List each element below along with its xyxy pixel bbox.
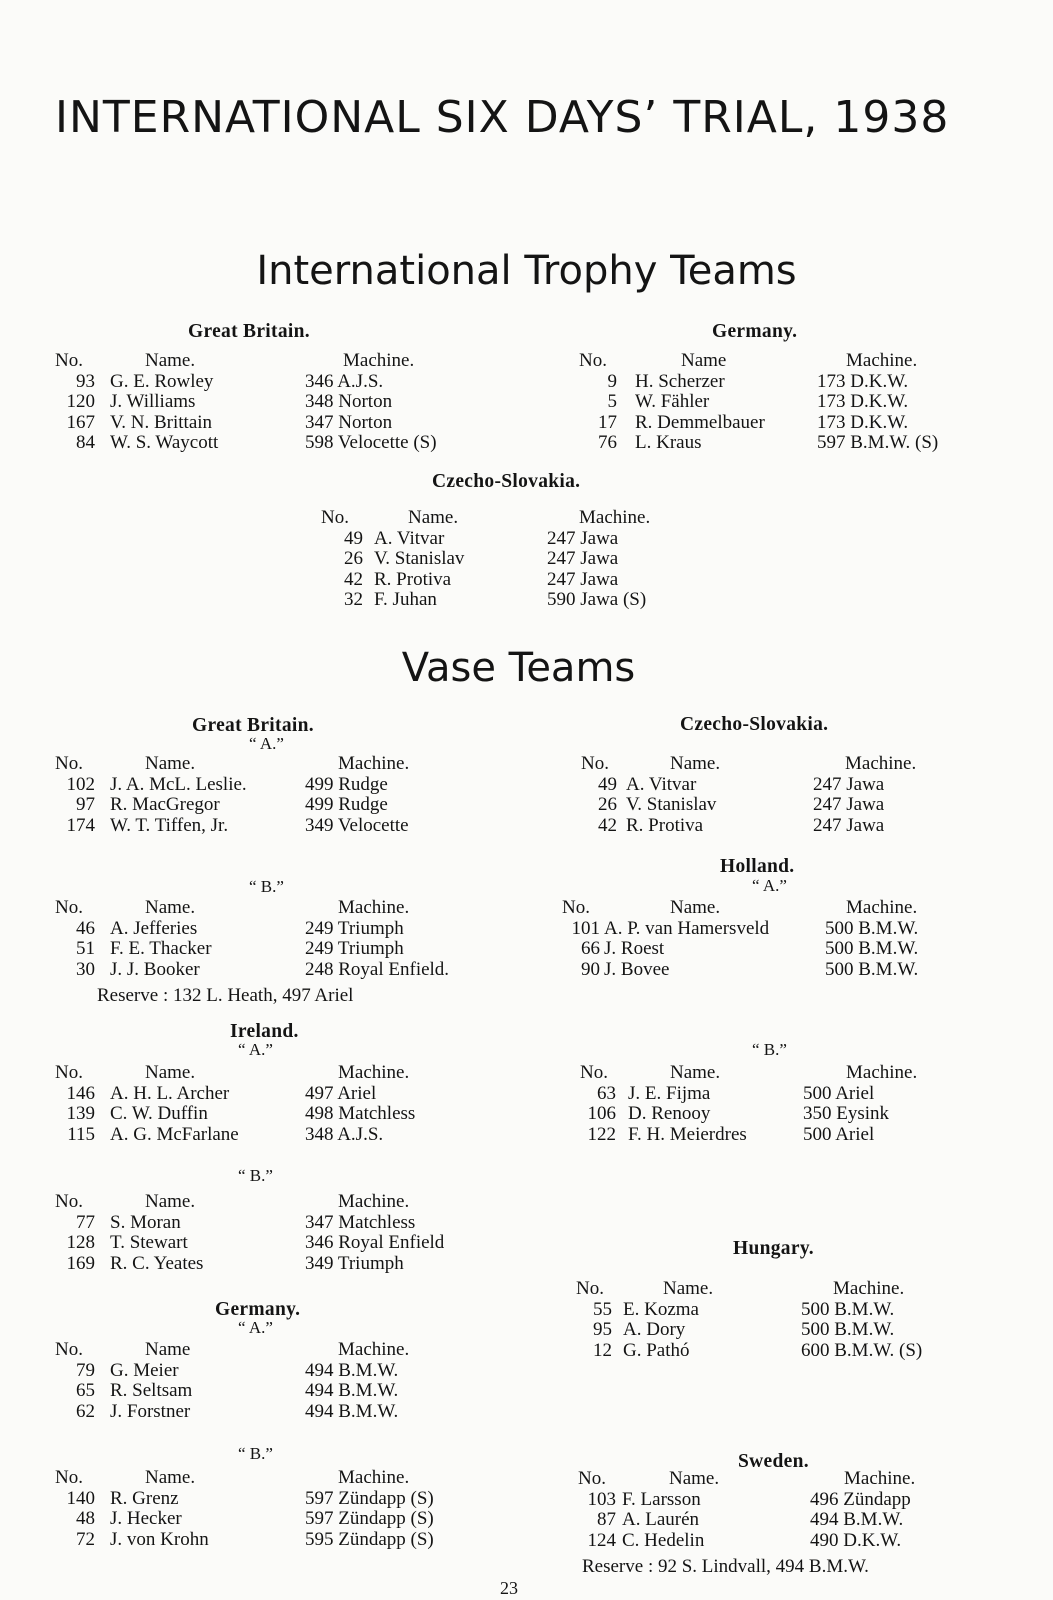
rider-number: 95 bbox=[593, 1319, 612, 1340]
rider-number: 30 bbox=[76, 958, 95, 980]
rider-machine: 500 B.M.W. bbox=[801, 1319, 895, 1340]
vase-holland-title: Holland. bbox=[720, 856, 795, 877]
rider-machine: 494 B.M.W. bbox=[305, 1400, 399, 1422]
rider-machine: 496 Zündapp bbox=[810, 1488, 911, 1510]
no-header: No. bbox=[55, 1062, 83, 1083]
rider-number: 124 bbox=[587, 1529, 616, 1551]
rider-name: R. Protiva bbox=[374, 568, 452, 590]
rider-name: V. Stanislav bbox=[626, 794, 717, 815]
vase-germany-a-label: “ A.” bbox=[238, 1318, 273, 1337]
rider-name: A. Vitvar bbox=[374, 527, 445, 549]
name-header: Name. bbox=[408, 507, 459, 528]
rider-name: R. Seltsam bbox=[110, 1380, 193, 1401]
no-header: No. bbox=[55, 753, 83, 774]
rider-number: 26 bbox=[344, 548, 363, 569]
rider-number: 5 bbox=[607, 391, 617, 412]
vase-section-title: Vase Teams bbox=[401, 645, 636, 691]
name-header: Name. bbox=[145, 897, 196, 918]
rider-number: 79 bbox=[76, 1359, 95, 1381]
name-header: Name. bbox=[145, 1191, 196, 1212]
machine-header: Machine. bbox=[338, 897, 410, 918]
rider-machine: 346 A.J.S. bbox=[305, 370, 384, 392]
rider-machine: 500 B.M.W. bbox=[825, 958, 919, 980]
name-header: Name. bbox=[670, 753, 721, 774]
rider-number: 26 bbox=[598, 794, 617, 815]
rider-name: G. Meier bbox=[110, 1359, 179, 1381]
rider-number: 115 bbox=[67, 1123, 95, 1145]
machine-header: Machine. bbox=[579, 507, 651, 528]
name-header: Name bbox=[681, 350, 727, 371]
rider-number: 97 bbox=[76, 794, 95, 815]
vase-gb-a-label: “ A.” bbox=[249, 734, 284, 753]
rider-machine: 498 Matchless bbox=[305, 1103, 416, 1124]
machine-header: Machine. bbox=[846, 897, 918, 918]
rider-name: W. S. Waycott bbox=[110, 432, 219, 453]
rider-machine: 173 D.K.W. bbox=[817, 370, 909, 392]
rider-machine: 600 B.M.W. (S) bbox=[801, 1339, 923, 1361]
rider-number: 76 bbox=[598, 432, 617, 453]
rider-number: 12 bbox=[593, 1339, 612, 1361]
rider-machine: 597 Zündapp (S) bbox=[305, 1487, 434, 1509]
rider-machine: 249 Triumph bbox=[305, 938, 404, 959]
no-header: No. bbox=[562, 897, 590, 918]
no-header: No. bbox=[578, 1468, 606, 1489]
machine-header: Machine. bbox=[844, 1468, 916, 1489]
rider-machine: 247 Jawa bbox=[547, 568, 619, 590]
rider-number: 87 bbox=[597, 1509, 616, 1530]
rider-name: A. Laurén bbox=[622, 1509, 700, 1530]
rider-name: L. Kraus bbox=[635, 432, 702, 453]
vase-holland-b-label: “ B.” bbox=[752, 1040, 787, 1059]
machine-header: Machine. bbox=[338, 1191, 410, 1212]
rider-number: 169 bbox=[66, 1252, 95, 1274]
rider-machine: 249 Triumph bbox=[305, 917, 404, 939]
machine-header: Machine. bbox=[338, 1467, 410, 1488]
rider-name: J. Forstner bbox=[110, 1400, 191, 1422]
rider-machine: 247 Jawa bbox=[813, 773, 885, 795]
rider-machine: 500 Ariel bbox=[803, 1082, 875, 1104]
rider-name: F. E. Thacker bbox=[110, 938, 212, 959]
vase-czechoslovakia-title: Czecho-Slovakia. bbox=[680, 714, 829, 735]
name-header: Name. bbox=[663, 1278, 714, 1299]
rider-machine: 346 Royal Enfield bbox=[305, 1232, 445, 1253]
machine-header: Machine. bbox=[846, 350, 918, 371]
vase-sweden-title: Sweden. bbox=[738, 1451, 809, 1472]
rider-name: A. G. McFarlane bbox=[110, 1123, 239, 1145]
vase-gb-title: Great Britain. bbox=[192, 715, 314, 736]
rider-name: W. Fähler bbox=[635, 391, 710, 412]
machine-header: Machine. bbox=[846, 1062, 918, 1083]
rider-name: R. Demmelbauer bbox=[635, 411, 765, 433]
rider-name: R. C. Yeates bbox=[110, 1252, 204, 1274]
no-header: No. bbox=[55, 1191, 83, 1212]
rider-number: 32 bbox=[344, 589, 363, 610]
no-header: No. bbox=[581, 753, 609, 774]
no-header: No. bbox=[576, 1278, 604, 1299]
trophy-section-title: International Trophy Teams bbox=[256, 248, 797, 294]
name-header: Name. bbox=[145, 1062, 196, 1083]
rider-machine: 499 Rudge bbox=[305, 794, 388, 815]
machine-header: Machine. bbox=[845, 753, 917, 774]
rider-number: 174 bbox=[66, 814, 95, 836]
rider-name: J. von Krohn bbox=[110, 1528, 209, 1550]
rider-number: 122 bbox=[587, 1123, 616, 1145]
rider-number: 49 bbox=[344, 527, 363, 549]
rider-number: 72 bbox=[76, 1528, 95, 1550]
rider-machine: 497 Ariel bbox=[305, 1082, 377, 1104]
rider-name: R. MacGregor bbox=[110, 794, 220, 815]
vase-hungary-title: Hungary. bbox=[733, 1238, 814, 1259]
machine-header: Machine. bbox=[833, 1278, 905, 1299]
machine-header: Machine. bbox=[338, 1062, 410, 1083]
name-header: Name. bbox=[145, 1467, 196, 1488]
rider-machine: 348 A.J.S. bbox=[305, 1123, 384, 1145]
rider-machine: 500 B.M.W. bbox=[825, 917, 919, 939]
no-header: No. bbox=[579, 350, 607, 371]
rider-name: C. Hedelin bbox=[622, 1529, 705, 1551]
rider-machine: 349 Velocette bbox=[305, 814, 409, 836]
rider-machine: 490 D.K.W. bbox=[810, 1529, 902, 1551]
rider-machine: 247 Jawa bbox=[813, 814, 885, 836]
name-header: Name. bbox=[145, 350, 196, 371]
vase-ireland-title: Ireland. bbox=[230, 1021, 299, 1042]
rider-number: 106 bbox=[587, 1103, 616, 1124]
rider-name: A. H. L. Archer bbox=[110, 1082, 230, 1104]
rider-name: T. Stewart bbox=[110, 1232, 188, 1253]
trophy-gb-title: Great Britain. bbox=[188, 321, 310, 342]
rider-name: G. E. Rowley bbox=[110, 370, 214, 392]
rider-machine: 590 Jawa (S) bbox=[547, 589, 647, 610]
vase-germany-b-label: “ B.” bbox=[238, 1444, 273, 1463]
rider-name: A. Jefferies bbox=[110, 917, 198, 939]
rider-name: J. E. Fijma bbox=[628, 1082, 711, 1104]
rider-machine: 347 Matchless bbox=[305, 1211, 416, 1233]
rider-name: C. W. Duffin bbox=[110, 1103, 208, 1124]
rider-machine: 494 B.M.W. bbox=[305, 1380, 399, 1401]
no-header: No. bbox=[55, 350, 83, 371]
rider-number: 93 bbox=[76, 370, 95, 392]
rider-name: V. Stanislav bbox=[374, 548, 465, 569]
rider-name: J. Hecker bbox=[110, 1508, 182, 1529]
rider-number: 9 bbox=[607, 370, 617, 392]
rider-machine: 247 Jawa bbox=[547, 527, 619, 549]
rider-name: H. Scherzer bbox=[635, 370, 725, 392]
rider-number: 101 bbox=[571, 917, 600, 939]
rider-number: 84 bbox=[76, 432, 95, 453]
rider-machine: 499 Rudge bbox=[305, 773, 388, 795]
vase-holland-a-label: “ A.” bbox=[752, 876, 787, 895]
trophy-czechoslovakia-title: Czecho-Slovakia. bbox=[432, 471, 581, 492]
rider-number: 62 bbox=[76, 1400, 95, 1422]
no-header: No. bbox=[580, 1062, 608, 1083]
rider-machine: 494 B.M.W. bbox=[305, 1359, 399, 1381]
rider-machine: 173 D.K.W. bbox=[817, 411, 909, 433]
rider-number: 167 bbox=[66, 411, 95, 433]
rider-machine: 247 Jawa bbox=[547, 548, 619, 569]
rider-number: 146 bbox=[66, 1082, 95, 1104]
rider-machine: 350 Eysink bbox=[803, 1103, 890, 1124]
no-header: No. bbox=[55, 1339, 83, 1360]
rider-number: 17 bbox=[598, 411, 617, 433]
name-header: Name. bbox=[670, 897, 721, 918]
rider-number: 48 bbox=[76, 1508, 95, 1529]
vase-ireland-a-label: “ A.” bbox=[238, 1040, 273, 1059]
no-header: No. bbox=[55, 1467, 83, 1488]
vase-ireland-b-label: “ B.” bbox=[238, 1166, 273, 1185]
rider-name: F. H. Meierdres bbox=[628, 1123, 747, 1145]
rider-number: 46 bbox=[76, 917, 95, 939]
rider-name: J. A. McL. Leslie. bbox=[110, 773, 247, 795]
rider-machine: 248 Royal Enfield. bbox=[305, 958, 450, 980]
rider-number: 42 bbox=[598, 814, 617, 836]
rider-name: J. Williams bbox=[110, 391, 196, 412]
vase-sweden-reserve: Reserve : 92 S. Lindvall, 494 B.M.W. bbox=[582, 1556, 869, 1577]
rider-number: 128 bbox=[66, 1232, 95, 1253]
rider-name: A. P. van Hamersveld bbox=[604, 917, 770, 939]
name-header: Name. bbox=[145, 753, 196, 774]
rider-number: 65 bbox=[76, 1380, 95, 1401]
rider-number: 51 bbox=[76, 938, 95, 959]
rider-number: 139 bbox=[66, 1103, 95, 1124]
rider-machine: 598 Velocette (S) bbox=[305, 432, 437, 453]
rider-number: 55 bbox=[593, 1298, 612, 1320]
rider-number: 77 bbox=[76, 1211, 95, 1233]
machine-header: Machine. bbox=[338, 1339, 410, 1360]
rider-number: 42 bbox=[344, 568, 363, 590]
rider-name: W. T. Tiffen, Jr. bbox=[110, 814, 229, 836]
machine-header: Machine. bbox=[343, 350, 415, 371]
rider-name: D. Renooy bbox=[628, 1103, 711, 1124]
rider-machine: 500 B.M.W. bbox=[825, 938, 919, 959]
rider-name: R. Grenz bbox=[110, 1487, 179, 1509]
name-header: Name bbox=[145, 1339, 191, 1360]
rider-machine: 500 Ariel bbox=[803, 1123, 875, 1145]
rider-name: R. Protiva bbox=[626, 814, 704, 836]
no-header: No. bbox=[55, 897, 83, 918]
rider-number: 120 bbox=[66, 391, 95, 412]
rider-number: 102 bbox=[66, 773, 95, 795]
rider-name: V. N. Brittain bbox=[110, 411, 213, 433]
page-title: INTERNATIONAL SIX DAYS’ TRIAL, 1938 bbox=[55, 92, 950, 143]
rider-machine: 247 Jawa bbox=[813, 794, 885, 815]
rider-machine: 494 B.M.W. bbox=[810, 1509, 904, 1530]
page-number: 23 bbox=[500, 1578, 518, 1598]
rider-name: F. Juhan bbox=[374, 589, 437, 610]
rider-number: 63 bbox=[597, 1082, 616, 1104]
name-header: Name. bbox=[670, 1062, 721, 1083]
rider-name: J. J. Booker bbox=[110, 958, 200, 980]
rider-machine: 597 B.M.W. (S) bbox=[817, 432, 939, 453]
rider-machine: 500 B.M.W. bbox=[801, 1298, 895, 1320]
rider-name: S. Moran bbox=[110, 1211, 181, 1233]
rider-machine: 173 D.K.W. bbox=[817, 391, 909, 412]
rider-name: A. Vitvar bbox=[626, 773, 697, 795]
rider-name: F. Larsson bbox=[622, 1488, 701, 1510]
rider-name: A. Dory bbox=[623, 1319, 686, 1340]
rider-name: J. Bovee bbox=[604, 958, 670, 980]
rider-name: E. Kozma bbox=[623, 1298, 699, 1320]
trophy-germany-title: Germany. bbox=[712, 321, 798, 342]
rider-machine: 595 Zündapp (S) bbox=[305, 1528, 434, 1550]
rider-number: 140 bbox=[66, 1487, 95, 1509]
machine-header: Machine. bbox=[338, 753, 410, 774]
vase-germany-title: Germany. bbox=[215, 1299, 301, 1320]
rider-number: 103 bbox=[587, 1488, 616, 1510]
rider-number: 66 bbox=[581, 938, 600, 959]
rider-machine: 347 Norton bbox=[305, 411, 393, 433]
rider-number: 49 bbox=[598, 773, 617, 795]
rider-machine: 348 Norton bbox=[305, 391, 393, 412]
rider-machine: 349 Triumph bbox=[305, 1252, 404, 1274]
no-header: No. bbox=[321, 507, 349, 528]
name-header: Name. bbox=[669, 1468, 720, 1489]
vase-gb-b-label: “ B.” bbox=[249, 877, 284, 896]
rider-machine: 597 Zündapp (S) bbox=[305, 1508, 434, 1529]
rider-name: G. Pathó bbox=[623, 1339, 690, 1361]
rider-name: J. Roest bbox=[604, 938, 665, 959]
rider-number: 90 bbox=[581, 958, 600, 980]
vase-gb-reserve: Reserve : 132 L. Heath, 497 Ariel bbox=[97, 985, 354, 1006]
